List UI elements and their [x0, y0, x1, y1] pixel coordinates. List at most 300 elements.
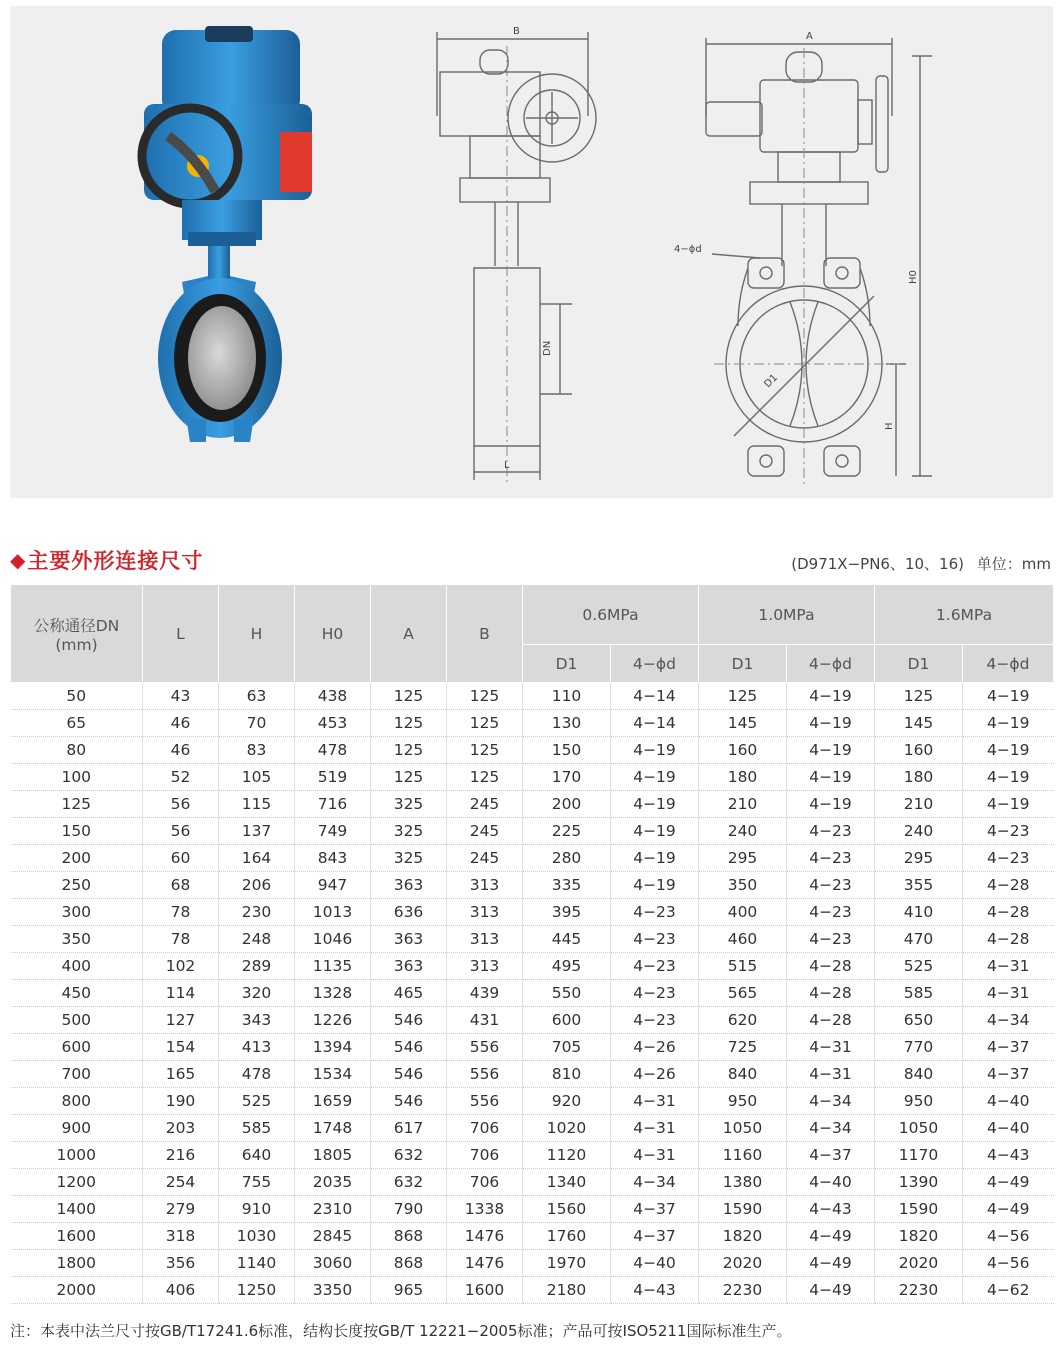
table-cell: 4−28 — [986, 903, 1030, 921]
table-cell: 2310 — [295, 1196, 371, 1223]
table-cell: 4−23 — [787, 899, 875, 926]
side-view-drawing — [400, 6, 630, 498]
table-row — [11, 980, 1054, 1007]
table-cell: 78 — [143, 926, 219, 953]
table-cell: 160 — [699, 737, 787, 764]
table-cell: 620 — [699, 1007, 787, 1034]
table-cell: 4−19 — [787, 737, 875, 764]
table-cell: 4−19 — [986, 714, 1030, 732]
table-cell: 4−34 — [611, 1169, 699, 1196]
table-cell: 1394 — [295, 1034, 371, 1061]
table-cell: 68 — [143, 872, 219, 899]
table-cell: 1380 — [699, 1169, 787, 1196]
table-cell: 4−31 — [787, 1061, 875, 1088]
table-cell: 4−26 — [611, 1034, 699, 1061]
table-cell: 4−23 — [986, 822, 1030, 840]
table-cell: 910 — [219, 1196, 295, 1223]
table-cell: 145 — [699, 710, 787, 737]
table-cell: 1013 — [295, 899, 371, 926]
header-d1: D1 — [875, 645, 963, 683]
table-cell: 4−31 — [787, 1034, 875, 1061]
table-cell: 200 — [11, 845, 143, 872]
diamond-bullet-icon: ◆ — [10, 548, 26, 572]
table-cell: 4−23 — [611, 926, 699, 953]
table-cell: 4−19 — [986, 795, 1030, 813]
spec-note — [791, 553, 1051, 574]
table-cell: 800 — [11, 1088, 143, 1115]
table-cell: 546 — [371, 1007, 447, 1034]
table-row — [11, 953, 1054, 980]
table-cell: 546 — [371, 1088, 447, 1115]
table-cell: 63 — [219, 683, 295, 710]
front-label-h0: H0 — [908, 270, 919, 284]
dimension-table — [10, 584, 1054, 1304]
table-row — [11, 1277, 1054, 1304]
table-cell: 4−49 — [986, 1200, 1030, 1218]
table-cell: 245 — [447, 845, 523, 872]
table-cell: 585 — [219, 1115, 295, 1142]
table-cell: 203 — [143, 1115, 219, 1142]
table-cell: 4−31 — [611, 1142, 699, 1169]
table-cell: 2035 — [295, 1169, 371, 1196]
table-row — [11, 1196, 1054, 1223]
table-cell: 4−56 — [986, 1227, 1030, 1245]
table-cell: 225 — [523, 818, 611, 845]
table-cell: 4−31 — [611, 1088, 699, 1115]
table-cell: 445 — [523, 926, 611, 953]
table-cell: 3060 — [295, 1250, 371, 1277]
table-cell: 200 — [523, 791, 611, 818]
table-cell: 150 — [523, 737, 611, 764]
table-cell: 565 — [699, 980, 787, 1007]
table-cell: 4−49 — [986, 1173, 1030, 1191]
table-cell: 705 — [523, 1034, 611, 1061]
table-cell: 4−23 — [787, 872, 875, 899]
table-cell: 3350 — [295, 1277, 371, 1304]
table-cell: 1328 — [295, 980, 371, 1007]
header-holes: 4−ϕd — [787, 645, 875, 683]
table-cell: 706 — [447, 1169, 523, 1196]
table-cell: 500 — [11, 1007, 143, 1034]
table-cell: 4−49 — [787, 1223, 875, 1250]
header-d1: D1 — [523, 645, 611, 683]
table-cell: 50 — [11, 683, 143, 710]
table-cell: 1200 — [11, 1169, 143, 1196]
table-cell: 640 — [219, 1142, 295, 1169]
table-cell: 245 — [447, 818, 523, 845]
table-cell: 4−19 — [787, 764, 875, 791]
table-cell: 1020 — [523, 1115, 611, 1142]
table-cell: 170 — [523, 764, 611, 791]
table-cell: 585 — [875, 980, 963, 1007]
table-cell: 206 — [219, 872, 295, 899]
table-cell: 125 — [11, 791, 143, 818]
table-cell: 636 — [371, 899, 447, 926]
table-cell: 4−28 — [787, 1007, 875, 1034]
table-cell: 289 — [219, 953, 295, 980]
valve-product-photo — [10, 6, 350, 498]
table-cell: 1140 — [219, 1250, 295, 1277]
table-cell: 343 — [219, 1007, 295, 1034]
table-cell: 617 — [371, 1115, 447, 1142]
table-cell: 2180 — [523, 1277, 611, 1304]
table-row — [11, 1115, 1054, 1142]
table-cell: 313 — [447, 926, 523, 953]
table-cell: 110 — [523, 683, 611, 710]
table-cell: 1170 — [875, 1142, 963, 1169]
table-cell: 770 — [875, 1034, 963, 1061]
table-cell: 4−37 — [611, 1223, 699, 1250]
table-cell: 4−40 — [986, 1119, 1030, 1137]
table-cell: 4−23 — [787, 818, 875, 845]
table-cell: 4−31 — [611, 1115, 699, 1142]
table-cell: 65 — [11, 710, 143, 737]
table-cell: 4−31 — [986, 984, 1030, 1002]
table-cell: 4−34 — [787, 1115, 875, 1142]
table-cell: 4−43 — [986, 1146, 1030, 1164]
table-cell: 749 — [295, 818, 371, 845]
table-cell: 4−19 — [611, 872, 699, 899]
table-cell: 154 — [143, 1034, 219, 1061]
table-cell: 1600 — [11, 1223, 143, 1250]
table-cell: 325 — [371, 845, 447, 872]
table-cell: 495 — [523, 953, 611, 980]
table-cell: 632 — [371, 1169, 447, 1196]
header-pressure-06: 0.6MPa — [523, 585, 699, 645]
table-cell: 125 — [699, 683, 787, 710]
table-cell: 478 — [219, 1061, 295, 1088]
table-cell: 105 — [219, 764, 295, 791]
front-label-h: H — [884, 422, 895, 430]
table-cell: 60 — [143, 845, 219, 872]
table-cell: 325 — [371, 818, 447, 845]
table-row — [11, 1169, 1054, 1196]
table-cell: 83 — [219, 737, 295, 764]
table-cell: 706 — [447, 1142, 523, 1169]
table-cell: 4−23 — [611, 899, 699, 926]
table-cell: 2000 — [11, 1277, 143, 1304]
table-cell: 4−19 — [611, 791, 699, 818]
table-cell: 4−49 — [787, 1277, 875, 1304]
table-cell: 1340 — [523, 1169, 611, 1196]
table-cell: 125 — [875, 683, 963, 710]
header-holes: 4−ϕd — [963, 645, 1054, 683]
table-cell: 632 — [371, 1142, 447, 1169]
table-cell: 320 — [219, 980, 295, 1007]
table-cell: 2230 — [875, 1277, 963, 1304]
table-cell: 650 — [875, 1007, 963, 1034]
table-cell: 439 — [447, 980, 523, 1007]
table-row — [11, 737, 1054, 764]
table-cell: 125 — [371, 683, 447, 710]
table-cell: 125 — [447, 764, 523, 791]
table-cell: 550 — [523, 980, 611, 1007]
table-cell: 356 — [143, 1250, 219, 1277]
table-row — [11, 1223, 1054, 1250]
table-cell: 790 — [371, 1196, 447, 1223]
table-cell: 245 — [447, 791, 523, 818]
header-d1: D1 — [699, 645, 787, 683]
table-cell: 1338 — [447, 1196, 523, 1223]
table-cell: 1970 — [523, 1250, 611, 1277]
table-cell: 478 — [295, 737, 371, 764]
table-cell: 4−14 — [611, 710, 699, 737]
table-cell: 216 — [143, 1142, 219, 1169]
header-pressure-16: 1.6MPa — [875, 585, 1054, 645]
table-cell: 2230 — [699, 1277, 787, 1304]
table-cell: 947 — [295, 872, 371, 899]
table-cell: 4−19 — [787, 791, 875, 818]
table-cell: 210 — [699, 791, 787, 818]
table-cell: 4−19 — [986, 768, 1030, 786]
table-cell: 1476 — [447, 1223, 523, 1250]
table-cell: 706 — [447, 1115, 523, 1142]
table-cell: 4−31 — [986, 957, 1030, 975]
header-pressure-10: 1.0MPa — [699, 585, 875, 645]
table-cell: 180 — [699, 764, 787, 791]
side-label-l: L — [504, 460, 510, 471]
table-row — [11, 1088, 1054, 1115]
table-cell: 556 — [447, 1034, 523, 1061]
table-cell: 4−19 — [611, 764, 699, 791]
table-cell: 400 — [11, 953, 143, 980]
table-cell: 546 — [371, 1034, 447, 1061]
header-dn-line2: (mm) — [55, 635, 98, 654]
table-cell: 125 — [371, 737, 447, 764]
table-cell: 525 — [219, 1088, 295, 1115]
table-cell: 4−37 — [611, 1196, 699, 1223]
table-cell: 4−28 — [787, 953, 875, 980]
table-cell: 125 — [447, 710, 523, 737]
table-row — [11, 764, 1054, 791]
table-cell: 4−28 — [787, 980, 875, 1007]
table-cell: 4−34 — [986, 1011, 1030, 1029]
table-cell: 1590 — [875, 1196, 963, 1223]
table-cell: 363 — [371, 926, 447, 953]
section-heading — [10, 544, 203, 576]
table-body — [11, 683, 1054, 1304]
table-cell: 250 — [11, 872, 143, 899]
table-cell: 1050 — [875, 1115, 963, 1142]
table-row — [11, 683, 1054, 710]
table-cell: 1659 — [295, 1088, 371, 1115]
table-cell: 335 — [523, 872, 611, 899]
table-cell: 150 — [11, 818, 143, 845]
table-cell: 950 — [875, 1088, 963, 1115]
table-cell: 125 — [447, 737, 523, 764]
table-cell: 4−37 — [787, 1142, 875, 1169]
table-cell: 406 — [143, 1277, 219, 1304]
table-cell: 920 — [523, 1088, 611, 1115]
table-cell: 4−37 — [986, 1038, 1030, 1056]
table-cell: 80 — [11, 737, 143, 764]
table-cell: 210 — [875, 791, 963, 818]
table-cell: 4−56 — [986, 1254, 1030, 1272]
table-cell: 164 — [219, 845, 295, 872]
table-cell: 363 — [371, 872, 447, 899]
table-cell: 4−19 — [787, 683, 875, 710]
table-cell: 180 — [875, 764, 963, 791]
table-cell: 4−23 — [611, 1007, 699, 1034]
table-cell: 400 — [699, 899, 787, 926]
table-cell: 313 — [447, 872, 523, 899]
table-cell: 70 — [219, 710, 295, 737]
header-h0: H0 — [295, 585, 371, 683]
table-cell: 318 — [143, 1223, 219, 1250]
table-cell: 4−40 — [611, 1250, 699, 1277]
header-a: A — [371, 585, 447, 683]
table-cell: 4−34 — [787, 1088, 875, 1115]
table-cell: 1400 — [11, 1196, 143, 1223]
table-cell: 295 — [699, 845, 787, 872]
table-cell: 115 — [219, 791, 295, 818]
table-cell: 4−40 — [986, 1092, 1030, 1110]
table-cell: 313 — [447, 953, 523, 980]
table-cell: 4−23 — [787, 926, 875, 953]
header-h: H — [219, 585, 295, 683]
table-cell: 1160 — [699, 1142, 787, 1169]
table-cell: 1000 — [11, 1142, 143, 1169]
table-cell: 4−43 — [611, 1277, 699, 1304]
table-cell: 46 — [143, 710, 219, 737]
table-row — [11, 818, 1054, 845]
table-cell: 125 — [371, 710, 447, 737]
table-row — [11, 1250, 1054, 1277]
table-cell: 2845 — [295, 1223, 371, 1250]
table-cell: 78 — [143, 899, 219, 926]
table-cell: 165 — [143, 1061, 219, 1088]
table-cell: 515 — [699, 953, 787, 980]
header-dn — [11, 585, 143, 683]
section-title: 主要外形连接尺寸 — [27, 549, 204, 573]
table-row — [11, 1007, 1054, 1034]
table-cell: 460 — [699, 926, 787, 953]
table-cell: 4−23 — [611, 980, 699, 1007]
table-cell: 160 — [875, 737, 963, 764]
table-cell: 295 — [875, 845, 963, 872]
table-cell: 240 — [875, 818, 963, 845]
header-b: B — [447, 585, 523, 683]
table-cell: 4−28 — [986, 930, 1030, 948]
table-cell: 254 — [143, 1169, 219, 1196]
table-cell: 556 — [447, 1061, 523, 1088]
table-cell: 56 — [143, 791, 219, 818]
table-cell: 4−23 — [611, 953, 699, 980]
table-cell: 1760 — [523, 1223, 611, 1250]
table-cell: 145 — [875, 710, 963, 737]
table-cell: 470 — [875, 926, 963, 953]
side-label-b: B — [513, 26, 520, 37]
footnote: 注：本表中法兰尺寸按GB/T17241.6标准，结构长度按GB/T 12221−2005标准；产品可按ISO5211国际标准生产。 — [10, 1322, 792, 1340]
front-label-d1: D1 — [762, 372, 781, 391]
table-cell: 240 — [699, 818, 787, 845]
table-cell: 4−14 — [611, 683, 699, 710]
table-cell: 46 — [143, 737, 219, 764]
front-label-holes: 4−ϕd — [674, 244, 702, 255]
table-cell: 4−28 — [986, 876, 1030, 894]
table-cell: 114 — [143, 980, 219, 1007]
table-cell: 950 — [699, 1088, 787, 1115]
table-cell: 355 — [875, 872, 963, 899]
table-cell: 137 — [219, 818, 295, 845]
table-cell: 280 — [523, 845, 611, 872]
unit-note: 单位：mm — [976, 555, 1051, 573]
side-label-dn: DN — [542, 340, 553, 356]
table-cell: 2020 — [875, 1250, 963, 1277]
table-cell: 1046 — [295, 926, 371, 953]
table-cell: 130 — [523, 710, 611, 737]
table-cell: 4−19 — [986, 741, 1030, 759]
table-cell: 279 — [143, 1196, 219, 1223]
table-cell: 1600 — [447, 1277, 523, 1304]
table-row — [11, 899, 1054, 926]
table-row — [11, 1034, 1054, 1061]
table-cell: 4−40 — [787, 1169, 875, 1196]
table-cell: 1476 — [447, 1250, 523, 1277]
table-cell: 1590 — [699, 1196, 787, 1223]
table-cell: 413 — [219, 1034, 295, 1061]
table-cell: 395 — [523, 899, 611, 926]
header-l: L — [143, 585, 219, 683]
table-row — [11, 926, 1054, 953]
table-cell: 1560 — [523, 1196, 611, 1223]
table-cell: 465 — [371, 980, 447, 1007]
table-cell: 4−23 — [787, 845, 875, 872]
table-cell: 700 — [11, 1061, 143, 1088]
table-row — [11, 872, 1054, 899]
table-cell: 4−49 — [787, 1250, 875, 1277]
table-cell: 56 — [143, 818, 219, 845]
table-cell: 1135 — [295, 953, 371, 980]
table-cell: 4−62 — [986, 1281, 1030, 1299]
table-cell: 725 — [699, 1034, 787, 1061]
table-cell: 190 — [143, 1088, 219, 1115]
table-row — [11, 1061, 1054, 1088]
table-cell: 453 — [295, 710, 371, 737]
table-cell: 1250 — [219, 1277, 295, 1304]
table-cell: 350 — [11, 926, 143, 953]
table-cell: 1820 — [875, 1223, 963, 1250]
table-cell: 868 — [371, 1250, 447, 1277]
table-cell: 350 — [699, 872, 787, 899]
table-cell: 127 — [143, 1007, 219, 1034]
table-cell: 300 — [11, 899, 143, 926]
table-row — [11, 845, 1054, 872]
table-cell: 600 — [11, 1034, 143, 1061]
table-cell: 1800 — [11, 1250, 143, 1277]
table-cell: 843 — [295, 845, 371, 872]
table-cell: 4−37 — [986, 1065, 1030, 1083]
header-dn-line1: 公称通径DN — [33, 616, 120, 635]
illustration-panel — [10, 6, 1053, 498]
table-cell: 248 — [219, 926, 295, 953]
table-cell: 438 — [295, 683, 371, 710]
table-cell: 363 — [371, 953, 447, 980]
table-cell: 1120 — [523, 1142, 611, 1169]
table-cell: 410 — [875, 899, 963, 926]
table-row — [11, 791, 1054, 818]
table-cell: 600 — [523, 1007, 611, 1034]
table-cell: 965 — [371, 1277, 447, 1304]
table-cell: 1820 — [699, 1223, 787, 1250]
table-cell: 1390 — [875, 1169, 963, 1196]
table-cell: 52 — [143, 764, 219, 791]
table-cell: 102 — [143, 953, 219, 980]
table-cell: 4−19 — [611, 845, 699, 872]
table-cell: 1226 — [295, 1007, 371, 1034]
table-cell: 2020 — [699, 1250, 787, 1277]
table-cell: 4−19 — [986, 687, 1030, 705]
